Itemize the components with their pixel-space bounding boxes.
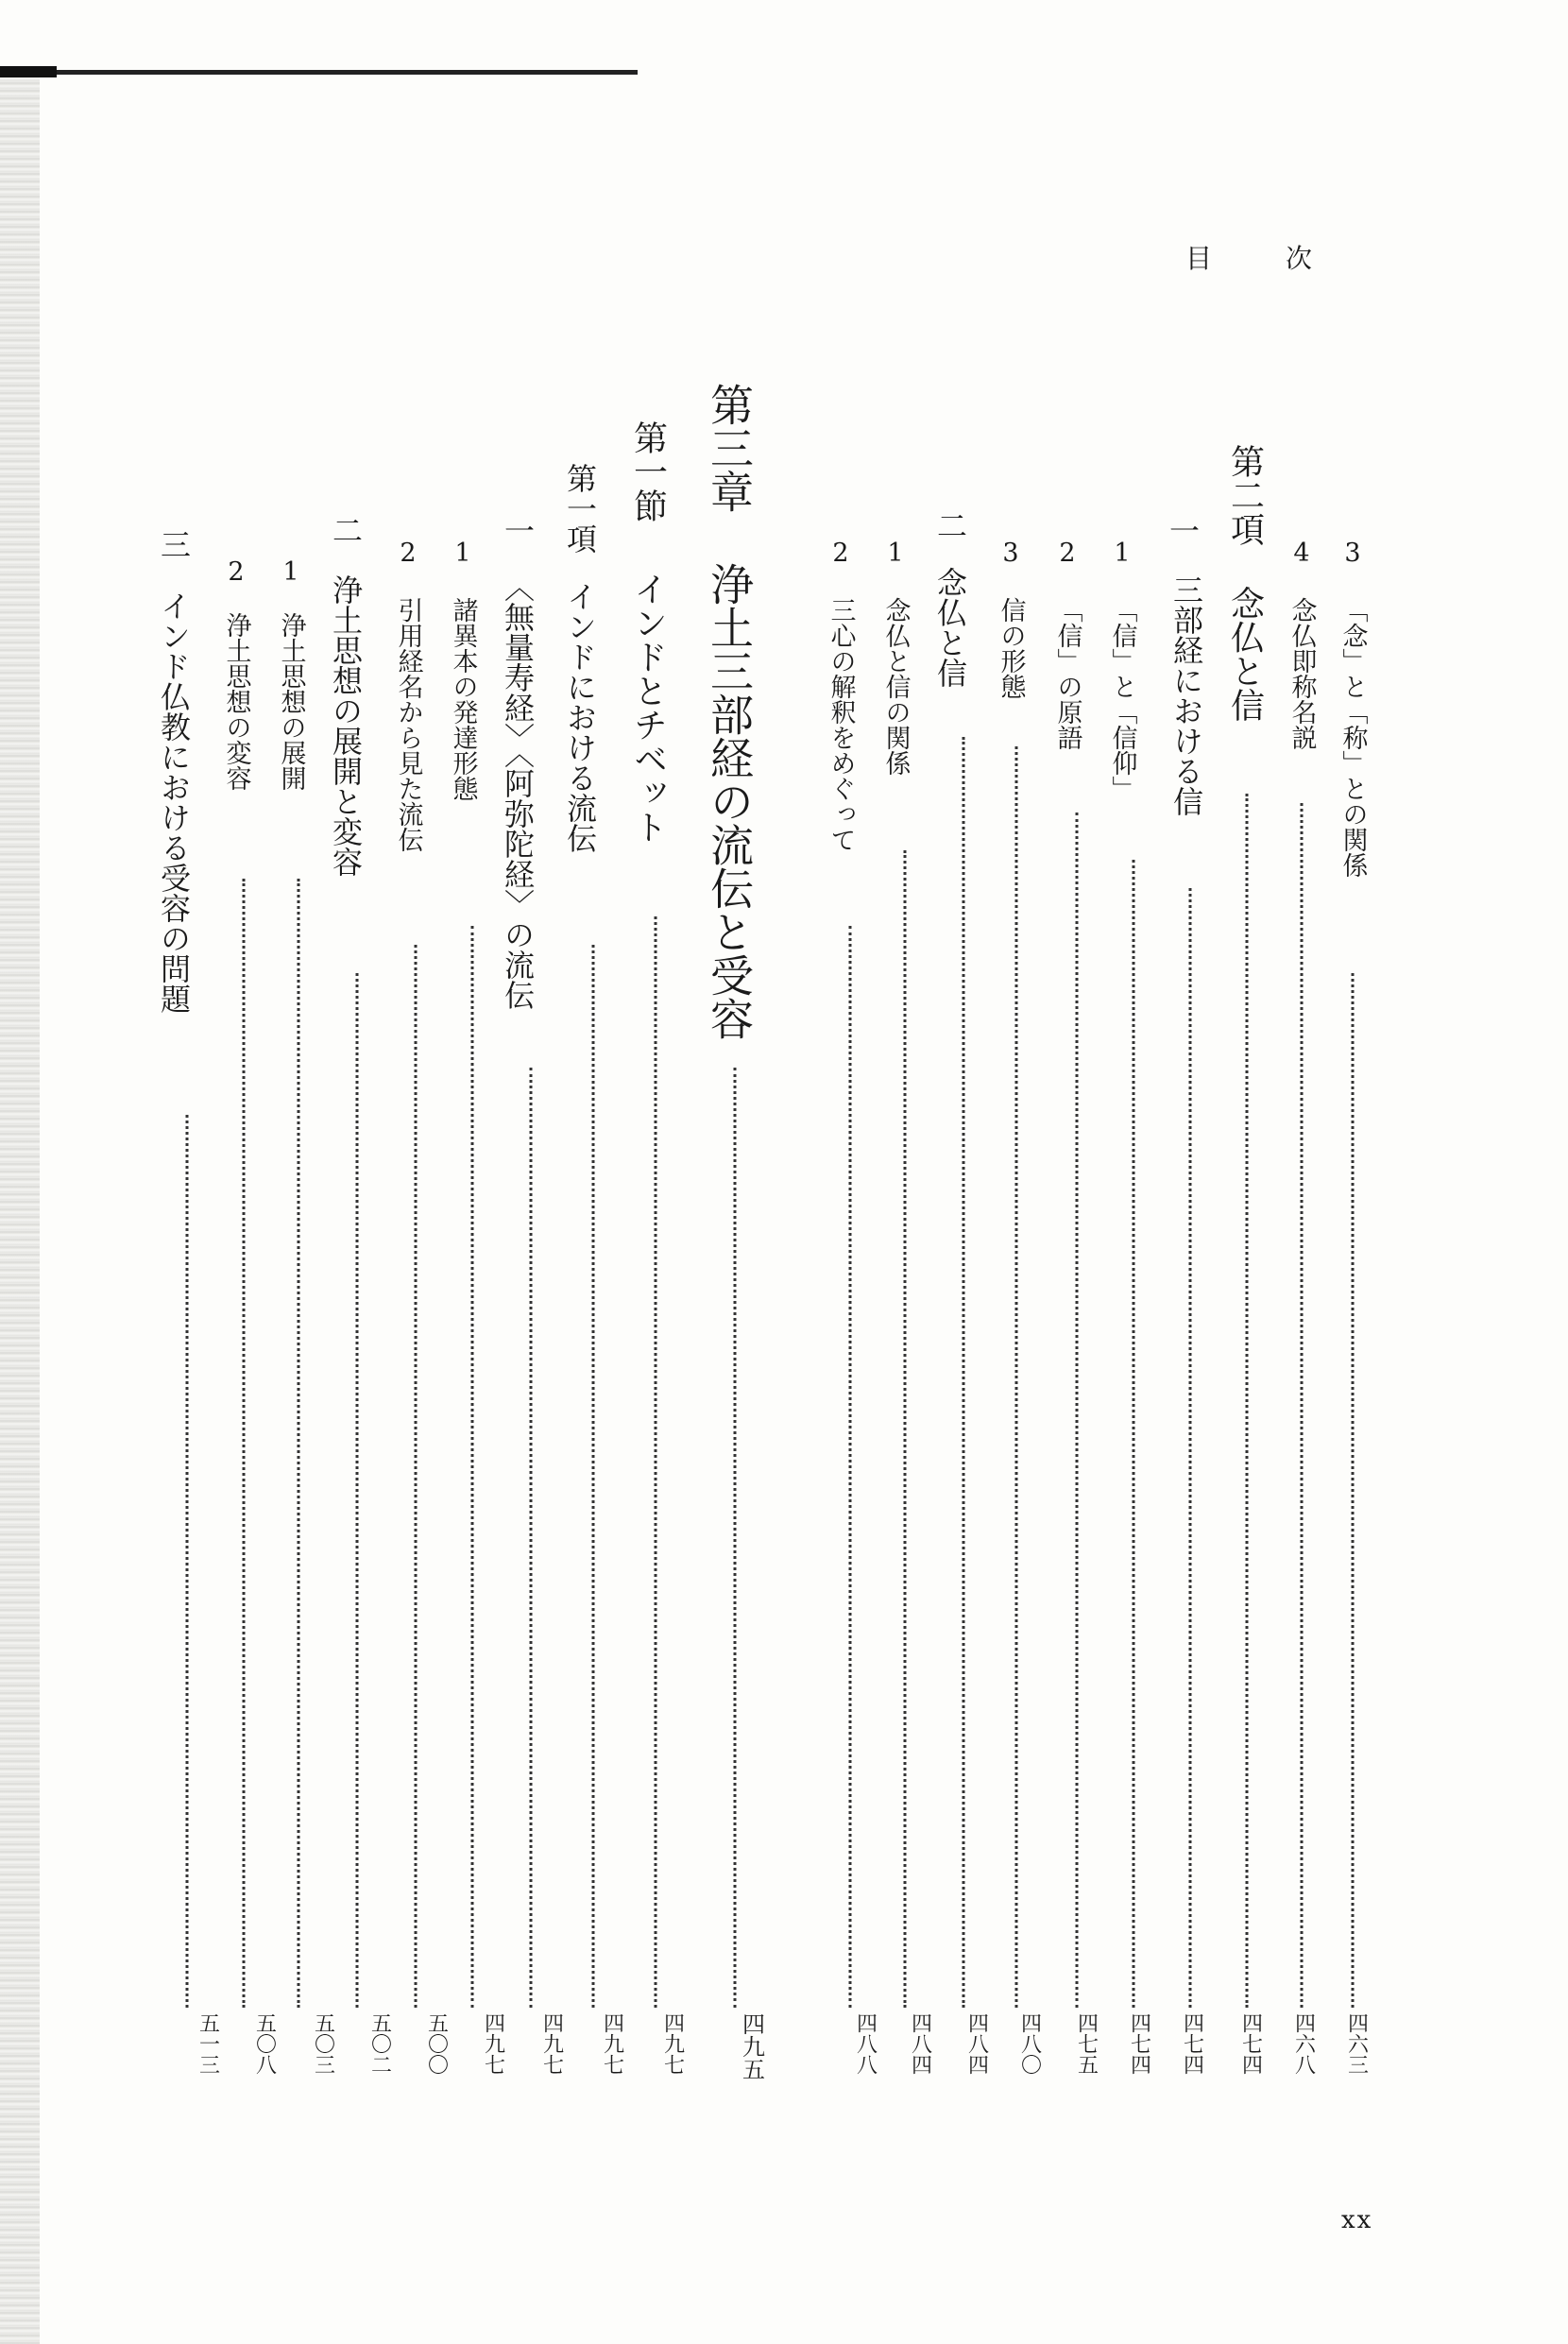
toc-leader [1301, 803, 1304, 2008]
toc-title: 引用経名から見た流伝 [393, 597, 423, 852]
toc-title: インドにおける流伝 [562, 581, 598, 853]
toc-leader [243, 879, 246, 2008]
toc-marker: 二 [328, 515, 364, 545]
scan-shadow-edge [0, 66, 40, 2344]
running-head: 目次 [1185, 243, 1387, 274]
toc-page-number: 四七四 [1238, 2012, 1263, 2075]
toc-page-number: 五〇〇 [424, 2012, 449, 2075]
toc-title: 「念」と「称」との関係 [1338, 597, 1368, 878]
toc-page-number: 四八四 [908, 2012, 932, 2075]
toc-marker: 第三章 [704, 383, 755, 513]
toc-title: 念仏と信 [932, 567, 968, 688]
toc-leader [530, 1068, 533, 2008]
toc-leader [1133, 860, 1135, 2008]
toc-marker: 1 [1107, 539, 1137, 568]
toc-marker: 1 [276, 557, 306, 587]
toc-marker: 3 [996, 539, 1026, 568]
toc-title: インド仏教における受容の問題 [156, 590, 192, 1014]
toc-marker: 2 [393, 539, 423, 568]
toc-marker: 3 [1338, 539, 1368, 568]
toc-leader [904, 850, 907, 2008]
toc-page-number: 四八〇 [1017, 2012, 1042, 2075]
top-rule-edge [0, 66, 57, 77]
toc-page-number: 五〇三 [311, 2012, 335, 2075]
toc-leader [415, 945, 418, 2008]
toc-leader [1352, 973, 1355, 2008]
toc-marker: 2 [826, 539, 856, 568]
toc-page-number: 四九五 [738, 2012, 765, 2080]
toc-marker: 第一節 [628, 420, 668, 522]
toc-leader [1189, 888, 1192, 2008]
toc-marker: 第一項 [562, 463, 598, 554]
toc-leader [471, 926, 474, 2008]
toc-page-number: 四九七 [600, 2012, 624, 2075]
toc-page-number: 四七四 [1127, 2012, 1151, 2075]
toc-page-number: 四九七 [539, 2012, 564, 2075]
toc-leader [1015, 746, 1018, 2008]
toc-title: 念仏即称名説 [1287, 597, 1317, 750]
toc-title: 浄土思想の展開と変容 [328, 574, 364, 877]
toc-leader [849, 926, 852, 2008]
toc-marker: 4 [1287, 539, 1317, 568]
toc-page-number: 五一三 [196, 2012, 220, 2075]
toc-leader [592, 945, 595, 2008]
toc-leader [963, 737, 965, 2008]
toc-marker: 2 [221, 557, 251, 587]
toc-title: 浄土思想の変容 [221, 612, 251, 791]
toc-title: 浄土三部経の流伝と受容 [704, 562, 755, 1040]
toc-page-number: 五〇八 [252, 2012, 277, 2075]
toc-title: 念仏と信 [1225, 586, 1265, 722]
toc-title: 三心の解釈をめぐって [826, 597, 856, 852]
toc-title: 三部経における信 [1168, 574, 1204, 816]
toc-title: 念仏と信の関係 [880, 597, 911, 776]
toc-page-number: 四六八 [1291, 2012, 1316, 2075]
toc-marker: 1 [880, 539, 911, 568]
toc-marker: 1 [448, 539, 478, 568]
toc-marker: 一 [500, 515, 536, 545]
toc-title: 諸異本の発達形態 [448, 597, 478, 801]
toc-marker: 第二項 [1225, 444, 1265, 546]
toc-marker: 2 [1052, 539, 1082, 568]
toc-leader [1246, 794, 1249, 2008]
toc-title: 〈無量寿経〉〈阿弥陀経〉の流伝 [500, 572, 536, 1010]
toc-title: 浄土思想の展開 [276, 612, 306, 791]
toc-leader [734, 1068, 737, 2008]
toc-page-number: 四九七 [481, 2012, 505, 2075]
toc-title: 信の形態 [996, 597, 1026, 699]
toc-title: 「信」と「信仰」 [1107, 597, 1137, 801]
toc-leader [1076, 813, 1079, 2008]
toc-page-number: 四七五 [1074, 2012, 1099, 2075]
toc-page-number: 五〇二 [367, 2012, 392, 2075]
toc-leader [655, 916, 657, 2008]
toc-page-number: 四九七 [660, 2012, 685, 2075]
toc-marker: 二 [932, 510, 968, 540]
toc-page-number: 四六三 [1344, 2012, 1369, 2075]
toc-leader [298, 879, 300, 2008]
toc-title: インドとチベット [628, 572, 668, 844]
toc-marker: 一 [1165, 515, 1201, 545]
toc-page-number: 四七四 [1180, 2012, 1204, 2075]
toc-marker: 三 [156, 529, 192, 559]
toc-page-number: 四八八 [853, 2012, 878, 2075]
top-rule [0, 70, 638, 75]
toc-page-number: 四八四 [964, 2012, 989, 2075]
toc-leader [356, 973, 359, 2008]
toc-leader [186, 1115, 189, 2008]
toc-title: 「信」の原語 [1052, 597, 1082, 750]
page-folio: xx [1341, 2206, 1373, 2234]
